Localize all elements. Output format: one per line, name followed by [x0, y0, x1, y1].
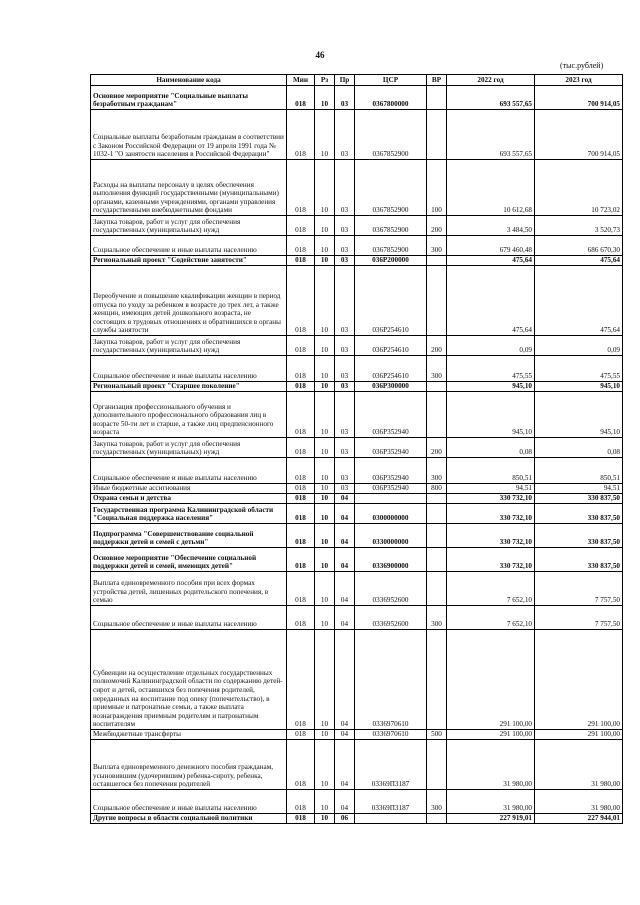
cell-min: 018: [287, 236, 315, 256]
cell-y2022: 330 732,10: [447, 548, 535, 572]
cell-pr: 03: [335, 438, 355, 458]
cell-csr: 036P300000: [355, 382, 427, 392]
cell-y2023: 686 670,30: [535, 236, 623, 256]
cell-vr: [427, 256, 447, 266]
cell-csr: 0336970610: [355, 630, 427, 730]
cell-name: Субвенции на осуществление отдельных государственных полномочий Калининградской области по содержанию детей-сирот и детей, оставшихся без попечения родителей, переданных на воспитание под опеку (попечительство), в приемные и патронатные семьи, а также выплата вознаграждения приемным родителям и патронатным воспитателям: [91, 630, 287, 730]
cell-vr: 300: [427, 606, 447, 630]
cell-vr: [427, 572, 447, 606]
cell-csr: 036P352940: [355, 484, 427, 494]
cell-y2022: 94,51: [447, 484, 535, 494]
budget-table: [90, 74, 623, 824]
cell-min: 018: [287, 266, 315, 336]
cell-csr: [355, 494, 427, 504]
table-row: [91, 790, 623, 814]
cell-min: 018: [287, 392, 315, 438]
cell-name: Закупка товаров, работ и услуг для обеспечения государственных (муниципальных) нужд: [91, 438, 287, 458]
cell-rz: 10: [315, 458, 335, 484]
table-row: [91, 606, 623, 630]
table-body: [91, 86, 623, 824]
cell-rz: 10: [315, 266, 335, 336]
header-csr: ЦСР: [355, 75, 427, 86]
cell-rz: 10: [315, 504, 335, 524]
table-row: [91, 438, 623, 458]
cell-y2023: 330 837,50: [535, 504, 623, 524]
cell-vr: 300: [427, 790, 447, 814]
cell-pr: 04: [335, 504, 355, 524]
cell-vr: [427, 740, 447, 790]
cell-csr: 0336900000: [355, 548, 427, 572]
cell-vr: 300: [427, 458, 447, 484]
header-rz: Рз: [315, 75, 335, 86]
cell-vr: 300: [427, 236, 447, 256]
cell-y2023: 7 757,50: [535, 606, 623, 630]
table-row: [91, 572, 623, 606]
cell-pr: 04: [335, 572, 355, 606]
cell-y2023: 700 914,05: [535, 110, 623, 160]
cell-y2022: 0,08: [447, 438, 535, 458]
cell-vr: [427, 524, 447, 548]
cell-pr: 04: [335, 740, 355, 790]
table-row: [91, 484, 623, 494]
cell-csr: 036P200000: [355, 256, 427, 266]
cell-vr: [427, 630, 447, 730]
cell-y2023: 945,10: [535, 382, 623, 392]
cell-vr: [427, 382, 447, 392]
cell-rz: 10: [315, 356, 335, 382]
cell-min: 018: [287, 484, 315, 494]
cell-csr: [355, 814, 427, 824]
cell-rz: 10: [315, 236, 335, 256]
cell-rz: 10: [315, 524, 335, 548]
cell-name: Охрана семьи и детства: [91, 494, 287, 504]
cell-vr: [427, 548, 447, 572]
cell-y2022: 850,51: [447, 458, 535, 484]
cell-y2022: 31 980,00: [447, 790, 535, 814]
cell-y2022: 10 612,68: [447, 160, 535, 216]
table-row: [91, 458, 623, 484]
cell-y2023: 227 944,01: [535, 814, 623, 824]
cell-rz: 10: [315, 336, 335, 356]
cell-csr: 0300000000: [355, 504, 427, 524]
cell-min: 018: [287, 356, 315, 382]
cell-min: 018: [287, 630, 315, 730]
cell-rz: 10: [315, 110, 335, 160]
cell-csr: 03369П3187: [355, 790, 427, 814]
cell-csr: 0367852900: [355, 216, 427, 236]
table-row: [91, 504, 623, 524]
cell-y2023: 291 100,00: [535, 630, 623, 730]
cell-name: Государственная программа Калининградской области "Социальная поддержка населения": [91, 504, 287, 524]
cell-y2023: 31 980,00: [535, 790, 623, 814]
cell-pr: 03: [335, 236, 355, 256]
cell-name: Основное мероприятие "Обеспечение социальной поддержки детей и семей, имеющих детей": [91, 548, 287, 572]
cell-y2023: 850,51: [535, 458, 623, 484]
cell-vr: 200: [427, 336, 447, 356]
cell-csr: 0336952600: [355, 606, 427, 630]
cell-csr: 03369П3187: [355, 740, 427, 790]
cell-min: 018: [287, 160, 315, 216]
cell-y2022: 945,10: [447, 382, 535, 392]
cell-y2022: 475,64: [447, 256, 535, 266]
cell-min: 018: [287, 814, 315, 824]
table-row: [91, 86, 623, 110]
cell-csr: 036P254610: [355, 266, 427, 336]
cell-csr: 036P254610: [355, 336, 427, 356]
cell-name: Социальные выплаты безработным гражданам в соответствии с Законом Российской Федерации от 19 апреля 1991 года № 1032-1 "О занятости населения в Российской Федерации": [91, 110, 287, 160]
cell-rz: 10: [315, 392, 335, 438]
cell-y2023: 330 837,50: [535, 548, 623, 572]
cell-pr: 04: [335, 630, 355, 730]
cell-name: Основное мероприятие "Социальные выплаты безработным гражданам": [91, 86, 287, 110]
table-row: [91, 256, 623, 266]
cell-rz: 10: [315, 438, 335, 458]
header-pr: Пр: [335, 75, 355, 86]
cell-min: 018: [287, 438, 315, 458]
cell-min: 018: [287, 458, 315, 484]
table-row: [91, 336, 623, 356]
cell-name: Закупка товаров, работ и услуг для обеспечения государственных (муниципальных) нужд: [91, 336, 287, 356]
cell-name: Закупка товаров, работ и услуг для обеспечения государственных (муниципальных) нужд: [91, 216, 287, 236]
cell-pr: 03: [335, 216, 355, 236]
cell-vr: [427, 110, 447, 160]
cell-y2023: 31 980,00: [535, 740, 623, 790]
cell-min: 018: [287, 256, 315, 266]
cell-y2022: 330 732,10: [447, 494, 535, 504]
cell-min: 018: [287, 110, 315, 160]
cell-y2022: 330 732,10: [447, 504, 535, 524]
cell-y2022: 291 100,00: [447, 630, 535, 730]
cell-name: Подпрограмма "Совершенствование социальной поддержки детей и семей с детьми": [91, 524, 287, 548]
cell-y2023: 10 723,02: [535, 160, 623, 216]
cell-rz: 10: [315, 790, 335, 814]
cell-vr: 200: [427, 216, 447, 236]
cell-y2023: 0,09: [535, 336, 623, 356]
header-vr: ВР: [427, 75, 447, 86]
table-row: [91, 356, 623, 382]
cell-y2022: 227 919,01: [447, 814, 535, 824]
cell-min: 018: [287, 730, 315, 740]
cell-min: 018: [287, 504, 315, 524]
cell-min: 018: [287, 216, 315, 236]
cell-y2022: 945,10: [447, 392, 535, 438]
cell-name: Переобучение и повышение квалификации женщин в период отпуска по уходу за ребенком в возрасте до трех лет, а также женщин, имеющих детей дошкольного возраста, не состоящих в трудовых отношениях и обратившихся в органы службы занятости: [91, 266, 287, 336]
cell-y2022: 0,09: [447, 336, 535, 356]
cell-pr: 04: [335, 494, 355, 504]
table-row: [91, 236, 623, 256]
cell-y2023: 475,64: [535, 266, 623, 336]
cell-name: Организация профессионального обучения и дополнительного профессионального образования лиц в возрасте 50-ти лет и старше, а также лиц предпенсионного возраста: [91, 392, 287, 438]
table-row: [91, 216, 623, 236]
cell-pr: 04: [335, 790, 355, 814]
cell-pr: 03: [335, 110, 355, 160]
cell-csr: 036P254610: [355, 356, 427, 382]
cell-pr: 03: [335, 382, 355, 392]
cell-min: 018: [287, 494, 315, 504]
cell-pr: 03: [335, 256, 355, 266]
cell-min: 018: [287, 740, 315, 790]
cell-rz: 10: [315, 86, 335, 110]
cell-min: 018: [287, 382, 315, 392]
cell-y2023: 3 520,73: [535, 216, 623, 236]
cell-y2023: 330 837,50: [535, 494, 623, 504]
cell-y2022: 693 557,65: [447, 110, 535, 160]
table-header-row: [91, 75, 623, 86]
cell-csr: 036P352940: [355, 458, 427, 484]
cell-vr: 500: [427, 730, 447, 740]
cell-pr: 04: [335, 548, 355, 572]
table-row: [91, 494, 623, 504]
cell-csr: 036P352940: [355, 392, 427, 438]
cell-y2023: 475,64: [535, 256, 623, 266]
cell-y2022: 679 460,48: [447, 236, 535, 256]
page-number: 46: [315, 50, 325, 60]
cell-y2023: 945,10: [535, 392, 623, 438]
table-row: [91, 548, 623, 572]
cell-csr: 0336952600: [355, 572, 427, 606]
cell-pr: 06: [335, 814, 355, 824]
table-row: [91, 730, 623, 740]
cell-csr: 0330000000: [355, 524, 427, 548]
cell-name: Расходы на выплаты персоналу в целях обеспечения выполнения функций государственными (муниципальными) органами, казенными учреждениями, органами управления государственными внебюджетными фондами: [91, 160, 287, 216]
cell-y2022: 31 980,00: [447, 740, 535, 790]
cell-rz: 10: [315, 484, 335, 494]
table-row: [91, 392, 623, 438]
cell-min: 018: [287, 524, 315, 548]
table-row: [91, 814, 623, 824]
cell-name: Социальное обеспечение и иные выплаты населению: [91, 356, 287, 382]
cell-rz: 10: [315, 216, 335, 236]
cell-vr: [427, 86, 447, 110]
header-2022: 2022 год: [447, 75, 535, 86]
cell-name: Социальное обеспечение и иные выплаты населению: [91, 790, 287, 814]
table-row: [91, 630, 623, 730]
cell-csr: 0336970610: [355, 730, 427, 740]
cell-vr: [427, 392, 447, 438]
cell-y2023: 94,51: [535, 484, 623, 494]
cell-rz: 10: [315, 730, 335, 740]
cell-y2022: 330 732,10: [447, 524, 535, 548]
cell-y2022: 693 557,65: [447, 86, 535, 110]
cell-vr: [427, 814, 447, 824]
cell-name: Социальное обеспечение и иные выплаты населению: [91, 458, 287, 484]
cell-y2023: 475,55: [535, 356, 623, 382]
cell-csr: 0367852900: [355, 236, 427, 256]
cell-vr: [427, 266, 447, 336]
cell-rz: 10: [315, 256, 335, 266]
cell-vr: 300: [427, 356, 447, 382]
cell-pr: 03: [335, 266, 355, 336]
cell-y2022: 475,64: [447, 266, 535, 336]
cell-y2022: 7 652,10: [447, 572, 535, 606]
cell-y2023: 291 100,00: [535, 730, 623, 740]
cell-min: 018: [287, 86, 315, 110]
cell-y2023: 700 914,05: [535, 86, 623, 110]
table-row: [91, 160, 623, 216]
cell-y2022: 475,55: [447, 356, 535, 382]
header-min: Мин: [287, 75, 315, 86]
units-label: (тыс.рублей): [560, 61, 604, 70]
cell-y2022: 7 652,10: [447, 606, 535, 630]
header-2023: 2023 год: [535, 75, 623, 86]
cell-vr: 200: [427, 438, 447, 458]
cell-name: Региональный проект "Содействие занятости": [91, 256, 287, 266]
header-name: Наименование кода: [91, 75, 287, 86]
cell-name: Иные бюджетные ассигнования: [91, 484, 287, 494]
cell-name: Региональный проект "Старшее поколение": [91, 382, 287, 392]
cell-rz: 10: [315, 494, 335, 504]
cell-y2022: 3 484,50: [447, 216, 535, 236]
cell-vr: 100: [427, 160, 447, 216]
cell-pr: 04: [335, 524, 355, 548]
table-row: [91, 110, 623, 160]
cell-pr: 04: [335, 606, 355, 630]
cell-pr: 03: [335, 356, 355, 382]
cell-pr: 04: [335, 730, 355, 740]
cell-min: 018: [287, 548, 315, 572]
cell-pr: 03: [335, 392, 355, 438]
table-row: [91, 266, 623, 336]
cell-name: Межбюджетные трансферты: [91, 730, 287, 740]
cell-rz: 10: [315, 572, 335, 606]
cell-pr: 03: [335, 86, 355, 110]
cell-rz: 10: [315, 548, 335, 572]
table-row: [91, 524, 623, 548]
cell-name: Выплата единовременного пособия при всех формах устройства детей, лишенных родительского попечения, в семью: [91, 572, 287, 606]
cell-vr: 800: [427, 484, 447, 494]
cell-rz: 10: [315, 382, 335, 392]
cell-min: 018: [287, 790, 315, 814]
cell-y2023: 330 837,50: [535, 524, 623, 548]
cell-pr: 03: [335, 160, 355, 216]
cell-rz: 10: [315, 740, 335, 790]
cell-csr: 0367852900: [355, 110, 427, 160]
cell-pr: 03: [335, 484, 355, 494]
table-row: [91, 740, 623, 790]
cell-vr: [427, 504, 447, 524]
cell-csr: 036P352940: [355, 438, 427, 458]
cell-y2023: 0,08: [535, 438, 623, 458]
cell-rz: 10: [315, 606, 335, 630]
cell-min: 018: [287, 336, 315, 356]
cell-name: Социальное обеспечение и иные выплаты населению: [91, 606, 287, 630]
cell-pr: 03: [335, 336, 355, 356]
cell-rz: 10: [315, 814, 335, 824]
cell-rz: 10: [315, 160, 335, 216]
table-row: [91, 382, 623, 392]
cell-vr: [427, 494, 447, 504]
cell-rz: 10: [315, 630, 335, 730]
cell-name: Выплата единовременного денежного пособия гражданам, усыновившим (удочерившим) ребенка-сироту, ребенка, оставшегося без попечения родителей: [91, 740, 287, 790]
cell-name: Другие вопросы в области социальной политики: [91, 814, 287, 824]
cell-name: Социальное обеспечение и иные выплаты населению: [91, 236, 287, 256]
cell-pr: 03: [335, 458, 355, 484]
cell-y2022: 291 100,00: [447, 730, 535, 740]
cell-min: 018: [287, 572, 315, 606]
cell-csr: 0367852900: [355, 160, 427, 216]
cell-csr: 0367800000: [355, 86, 427, 110]
cell-min: 018: [287, 606, 315, 630]
cell-y2023: 7 757,50: [535, 572, 623, 606]
